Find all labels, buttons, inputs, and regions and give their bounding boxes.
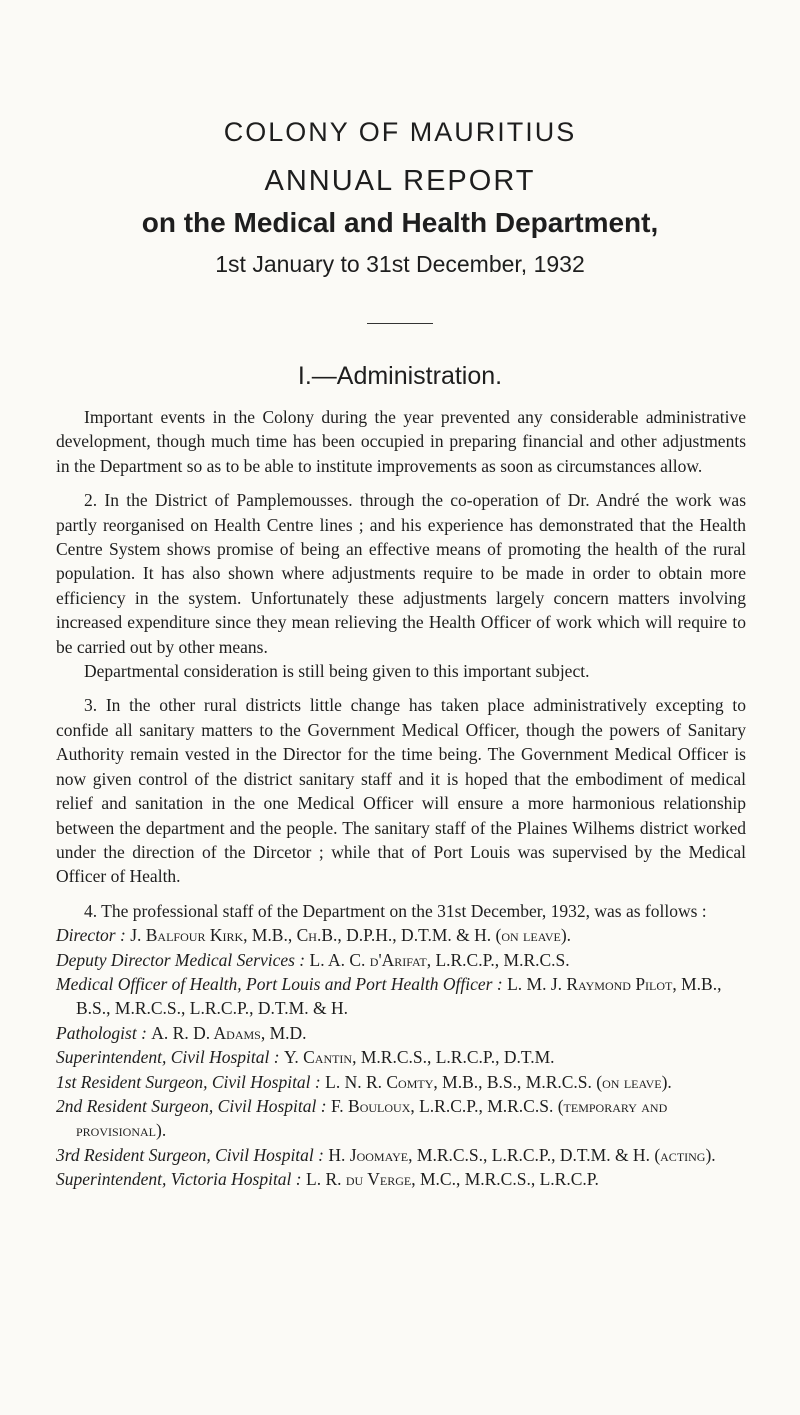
paragraph-3: 3. In the other rural districts little change has taken place administratively excepting to confide all sanitary matters to the Government Medical Officer, though the powers of Sanitary Authority remain vested in the Director for the time being. The Government Medical Officer is now given control of the district sanitary staff and it is hoped that the embodiment of medical relief and sanitation in the one Medical Officer will ensure a more harmonious relationship between the department and the people. The sanitary staff of the Plaines Wilhems district worked under the direction of the Dircetor ; while that of Port Louis was supervised by the Medical Officer of Health. <box>56 695 746 887</box>
staff-name: L. A. C. d'Arifat, L.R.C.P., M.R.C.S. <box>309 949 570 970</box>
staff-role: 1st Resident Surgeon, Civil Hospital : <box>56 1071 321 1092</box>
divider-rule <box>367 323 433 324</box>
staff-name: L. M. J. Raymond Pilot, M.B., B.S., M.R.C.S., L.R.C.P., D.T.M. & H. <box>76 973 722 1019</box>
staff-role: Deputy Director Medical Services : <box>56 949 306 970</box>
report-title: ANNUAL REPORT <box>264 165 536 197</box>
staff-name: H. Joomaye, M.R.C.S., L.R.C.P., D.T.M. & H. (acting). <box>328 1144 716 1165</box>
staff-entry <box>56 923 746 947</box>
staff-name: Y. Cantin, M.R.C.S., L.R.C.P., D.T.M. <box>283 1047 555 1068</box>
section-title: I.—Administration. <box>297 362 503 390</box>
staff-role: Pathologist : <box>56 1022 147 1043</box>
paragraph-1: Important events in the Colony during the year prevented any considerable administrative development, though much time has been occupied in preparing financial and other adjustments in the Department so as to be able to institute improvements as soon as circumstances allow. <box>56 407 746 476</box>
staff-entry <box>56 1167 746 1191</box>
staff-name: A. R. D. Adams, M.D. <box>151 1022 307 1043</box>
paragraph-4: 4. The professional staff of the Department on the 31st December, 1932, was as follows : <box>84 900 707 921</box>
staff-entry <box>56 1143 746 1167</box>
staff-entry <box>56 972 746 1021</box>
staff-role: Superintendent, Civil Hospital : <box>56 1047 280 1068</box>
report-body <box>56 405 746 1192</box>
staff-entry <box>56 948 746 972</box>
staff-entry <box>56 1070 746 1094</box>
staff-entry <box>56 1021 746 1045</box>
staff-name: L. R. du Verge, M.C., M.R.C.S., L.R.C.P. <box>306 1169 599 1190</box>
staff-entry <box>56 1094 746 1143</box>
paragraph-2-cont: Departmental consideration is still being given to this important subject. <box>84 661 590 682</box>
staff-name: L. N. R. Comty, M.B., B.S., M.R.C.S. (on leave). <box>325 1071 672 1092</box>
staff-entry <box>56 1045 746 1069</box>
staff-role: 2nd Resident Surgeon, Civil Hospital : <box>56 1095 327 1116</box>
staff-list <box>56 923 746 1191</box>
staff-name: F. Bouloux, L.R.C.P., M.R.C.S. (temporary and provisional). <box>76 1095 668 1141</box>
staff-role: Superintendent, Victoria Hospital : <box>56 1169 302 1190</box>
staff-name: J. Balfour Kirk, M.B., Ch.B., D.P.H., D.T.M. & H. (on leave). <box>130 925 572 946</box>
report-period: 1st January to 31st December, 1932 <box>215 251 585 277</box>
staff-role: Director : <box>56 925 126 946</box>
staff-role: 3rd Resident Surgeon, Civil Hospital : <box>56 1144 324 1165</box>
paragraph-2: 2. In the District of Pamplemousses. through the co-operation of Dr. André the work was partly reorganised on Health Centre lines ; and his experience has demonstrated that the Health Centre System shows promise of being an effective means of promoting the health of the rural population. It has also shown where adjustments require to be made in order to obtain more efficiency in the system. Unfortunately these adjustments largely concern matters involving increased expenditure since they mean relieving the Health Officer of work which will require to be carried out by other means. <box>56 490 746 657</box>
colony-heading: COLONY OF MAURITIUS <box>223 117 577 147</box>
staff-role: Medical Officer of Health, Port Louis and Port Health Officer : <box>56 973 503 994</box>
report-subject: on the Medical and Health Department, <box>141 207 659 238</box>
